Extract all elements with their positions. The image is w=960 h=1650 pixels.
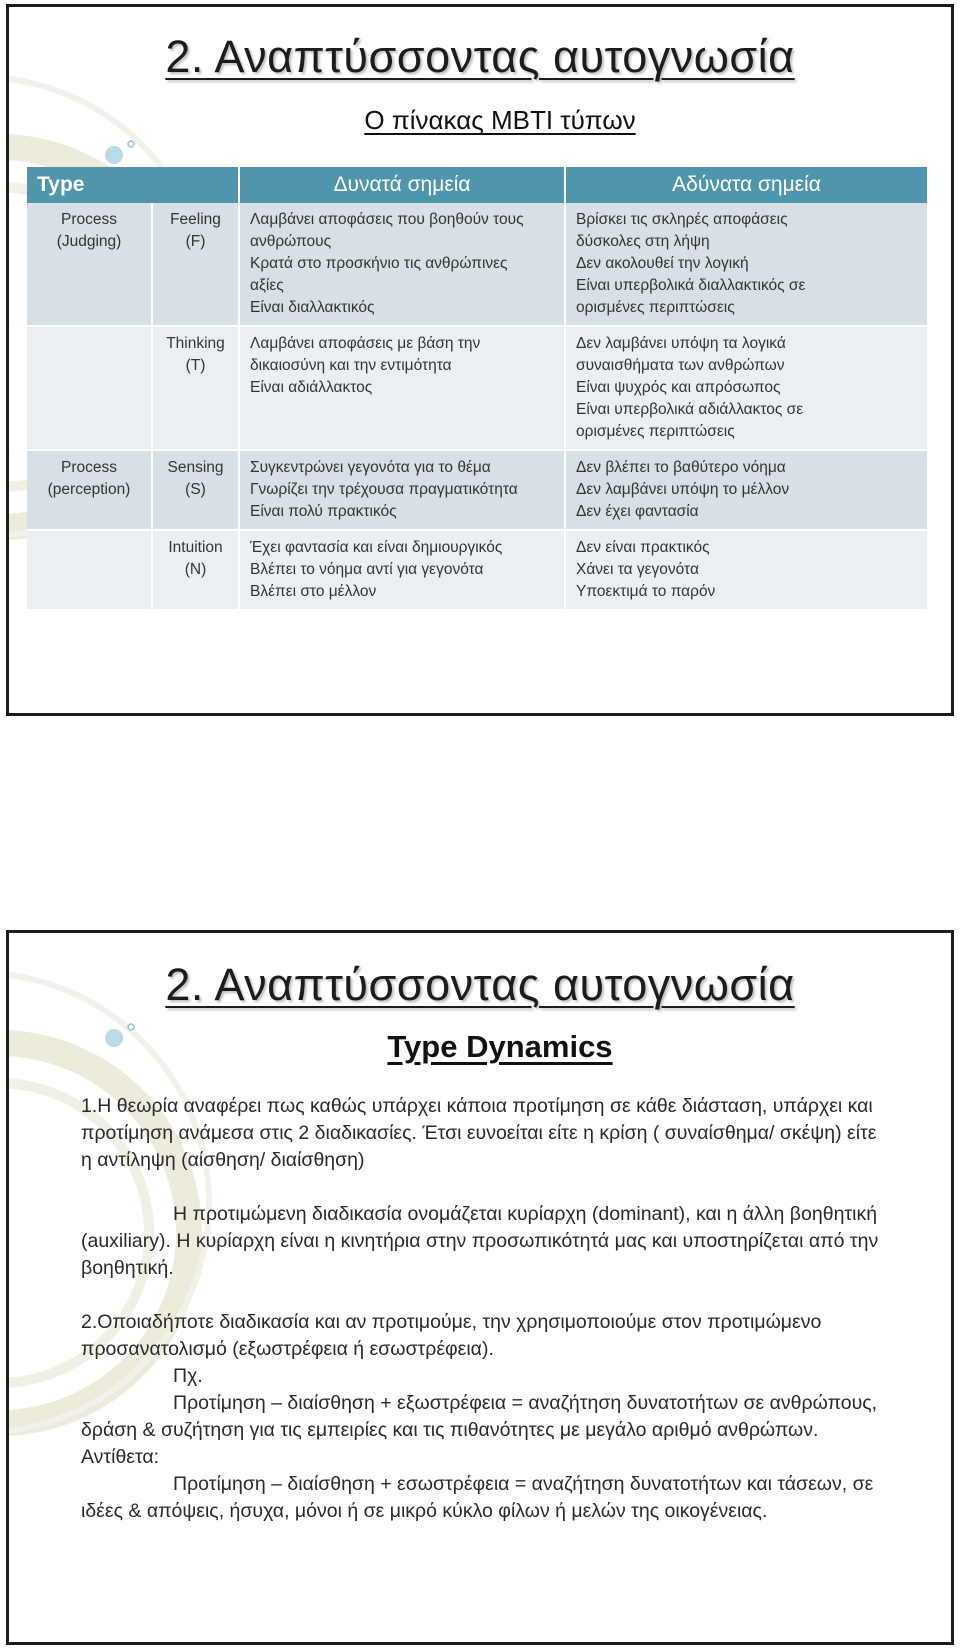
cell-strengths [239, 450, 565, 530]
cell-weaknesses-line: συναισθήματα των ανθρώπων [576, 357, 785, 374]
cell-strengths-line: Γνωρίζει την τρέχουσα πραγματικότητα [250, 481, 518, 498]
cell-weaknesses-line: Δεν έχει φαντασία [576, 503, 699, 520]
cell-function-line: (F) [185, 233, 206, 250]
example-extraversion: Προτίμηση – διαίσθηση + εξωστρέφεια = αναζήτηση δυνατοτήτων σε ανθρώπους, δράση & συζήτηση για τις εμπειρίες και τις πιθανότητες με μεγάλο αριθμό ανθρώπων. Αντίθετα: [81, 1392, 878, 1468]
paragraph-1: 1.Η θεωρία αναφέρει πως καθώς υπάρχει κάποια προτίμηση σε κάθε διάσταση, υπάρχει και προτίμηση ανάμεσα στις 2 διαδικασίες. Έτσι ευνοείται είτε η κρίση ( συναίσθημα/ σκέψη) είτε η αντίληψη (αίσθηση/ διαίσθηση) [81, 1095, 877, 1171]
cell-function-line: (T) [185, 357, 206, 374]
cell-strengths-line: ανθρώπους [250, 233, 332, 250]
table-row [27, 530, 927, 610]
table-row [27, 203, 927, 326]
cell-strengths [239, 326, 565, 450]
cell-weaknesses-line: Δεν λαμβάνει υπόψη το μέλλον [576, 481, 790, 498]
table-subtitle: Ο πίνακας MBTI τύπων [364, 105, 636, 135]
cell-function-line: (N) [184, 561, 207, 578]
table-header-row [27, 167, 927, 203]
cell-strengths-line: Λαμβάνει αποφάσεις με βάση την [250, 335, 481, 352]
cell-weaknesses-line: Χάνει τα γεγονότα [576, 561, 699, 578]
cell-function-line: (S) [185, 481, 206, 498]
cell-function [152, 530, 239, 610]
slide-mbti-table [6, 4, 954, 716]
header-type: Type [27, 167, 239, 203]
cell-strengths-line: αξίες [250, 277, 284, 294]
paragraph-dominant: Η προτιμώμενη διαδικασία ονομάζεται κυρίαρχη (dominant), και η άλλη βοηθητική (auxiliary). Η κυρίαρχη είναι η κινητήρια στην προσωπικότητά μας και υποστηρίζεται από την βοηθητική. [81, 1203, 879, 1279]
cell-process [27, 450, 152, 530]
cell-strengths-line: Κρατά στο προσκήνιο τις ανθρώπινες [250, 255, 508, 272]
table-row [27, 450, 927, 530]
cell-weaknesses [565, 203, 927, 326]
cell-weaknesses [565, 450, 927, 530]
cell-strengths-line: Βλέπει το νόημα αντί για γεγονότα [250, 561, 484, 578]
example-introversion: Προτίμηση – διαίσθηση + εσωστρέφεια = αναζήτηση δυνατοτήτων και τάσεων, σε ιδέες & απόψεις, ήσυχα, μόνοι ή σε μικρό κύκλο φίλων ή μελών της οικογένειας. [81, 1473, 874, 1522]
table-row [27, 326, 927, 450]
bubble-icon [105, 146, 123, 164]
cell-process-line: (perception) [47, 481, 131, 498]
cell-weaknesses-line: Δεν βλέπει το βαθύτερο νόημα [576, 459, 786, 476]
type-dynamics-body [81, 1093, 881, 1525]
cell-function [152, 203, 239, 326]
cell-strengths-line: Είναι αδιάλλακτος [250, 379, 373, 396]
cell-process-line: Process [61, 211, 117, 228]
cell-weaknesses-line: Δεν ακολουθεί την λογική [576, 255, 749, 272]
cell-weaknesses-line: Υποεκτιμά το παρόν [576, 583, 716, 600]
cell-weaknesses-line: Είναι ψυχρός και απρόσωπος [576, 379, 781, 396]
slide-type-dynamics [6, 930, 954, 1645]
cell-weaknesses [565, 530, 927, 610]
paragraph-2: 2.Οποιαδήποτε διαδικασία και αν προτιμούμε, την χρησιμοποιούμε στον προτιμώμενο προσανατολισμό (εξωστρέφεια ή εσωστρέφεια). [81, 1311, 822, 1360]
cell-weaknesses-line: ορισμένες περιπτώσεις [576, 423, 735, 440]
cell-weaknesses-line: Είναι υπερβολικά αδιάλλακτος σε [576, 401, 804, 418]
cell-function [152, 450, 239, 530]
cell-strengths-line: Είναι διαλλακτικός [250, 299, 375, 316]
cell-weaknesses-line: Δεν λαμβάνει υπόψη τα λογικά [576, 335, 786, 352]
cell-strengths-line: Συγκεντρώνει γεγονότα για το θέμα [250, 459, 491, 476]
cell-weaknesses-line: δύσκολες στη λήψη [576, 233, 710, 250]
header-strengths: Δυνατά σημεία [239, 167, 565, 203]
cell-strengths-line: Έχει φαντασία και είναι δημιουργικός [250, 539, 503, 556]
cell-weaknesses-line: ορισμένες περιπτώσεις [576, 299, 735, 316]
cell-strengths-line: Είναι πολύ πρακτικός [250, 503, 397, 520]
slide-title: 2. Αναπτύσσοντας αυτογνωσία [165, 959, 795, 1010]
cell-strengths-line: Λαμβάνει αποφάσεις που βοηθούν τους [250, 211, 524, 228]
example-label: Πχ. [173, 1365, 203, 1387]
cell-function-line: Intuition [168, 539, 223, 556]
cell-weaknesses-line: Δεν είναι πρακτικός [576, 539, 710, 556]
cell-function [152, 326, 239, 450]
header-weaknesses: Αδύνατα σημεία [565, 167, 927, 203]
slide-title: 2. Αναπτύσσοντας αυτογνωσία [165, 31, 795, 82]
cell-weaknesses-line: Είναι υπερβολικά διαλλακτικός σε [576, 277, 806, 294]
cell-process-line: Process [61, 459, 117, 476]
cell-weaknesses [565, 326, 927, 450]
cell-process [27, 203, 152, 326]
cell-function-line: Thinking [166, 335, 225, 352]
cell-process [27, 326, 152, 450]
mbti-table [27, 167, 927, 611]
cell-strengths [239, 530, 565, 610]
cell-strengths [239, 203, 565, 326]
cell-strengths-line: Βλέπει στο μέλλον [250, 583, 377, 600]
type-dynamics-heading: Type Dynamics [387, 1029, 613, 1064]
cell-weaknesses-line: Βρίσκει τις σκληρές αποφάσεις [576, 211, 788, 228]
cell-process [27, 530, 152, 610]
cell-function-line: Sensing [167, 459, 224, 476]
cell-process-line: (Judging) [56, 233, 122, 250]
cell-function-line: Feeling [170, 211, 221, 228]
cell-strengths-line: δικαιοσύνη και την εντιμότητα [250, 357, 452, 374]
